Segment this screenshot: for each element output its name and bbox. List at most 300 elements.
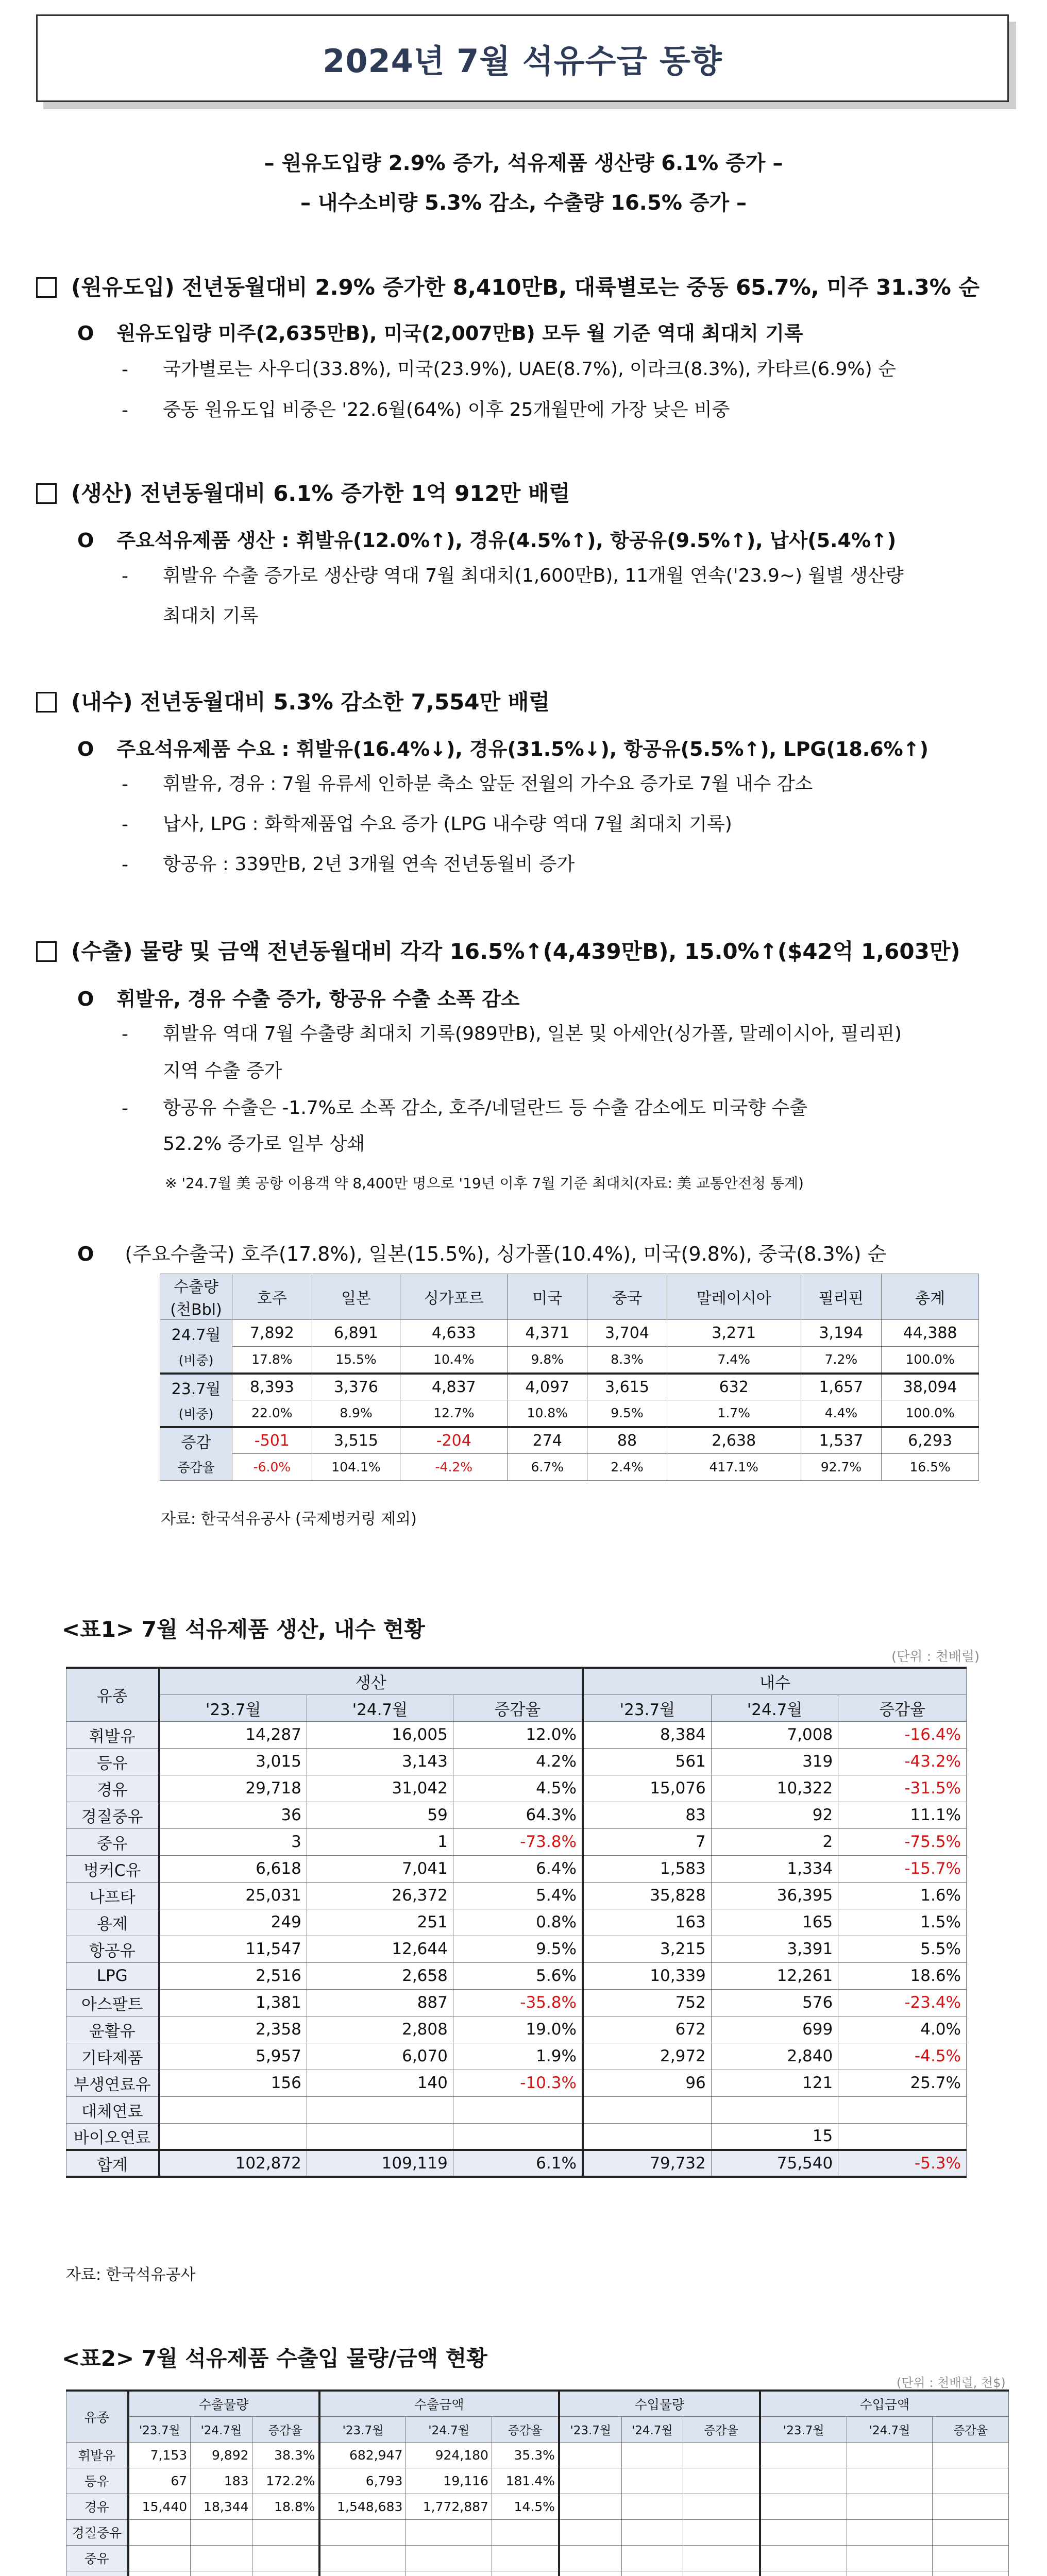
- table-cell: 3,376: [312, 1374, 400, 1400]
- import-sub-text: 원유도입량 미주(2,635만B), 미국(2,007만B) 모두 월 기준 역대 최대치 기록: [116, 322, 803, 345]
- column-header: 호주: [232, 1274, 312, 1320]
- dash-bullet: -: [122, 400, 128, 421]
- column-header: 증감율: [492, 2416, 559, 2442]
- table-cell: [159, 2123, 307, 2150]
- table-cell: [252, 2545, 319, 2571]
- production-item-1: 휘발유 수출 증가로 생산량 역대 7월 최대치(1,600만B), 11개월 연속('23.9~) 월별 생산량: [163, 565, 904, 586]
- row-label: 부생연료유: [66, 2070, 159, 2096]
- row-label: 나프타: [66, 1882, 159, 1909]
- row-label: 바이오연료: [66, 2123, 159, 2150]
- table-cell: 11.1%: [838, 1802, 967, 1828]
- table-cell: 88: [587, 1427, 667, 1454]
- table-cell: 8,393: [232, 1374, 312, 1400]
- table-cell: [711, 2096, 838, 2123]
- row-label: 경질중유: [66, 1802, 159, 1828]
- row-label: 용제: [66, 1909, 159, 1936]
- column-header: 미국: [508, 1274, 587, 1320]
- row-label: 등유: [66, 1748, 159, 1775]
- table-cell: 7: [583, 1828, 711, 1855]
- table-cell: [559, 2545, 621, 2571]
- table-cell: 92: [711, 1802, 838, 1828]
- table-cell: 3,515: [312, 1427, 400, 1454]
- production-item-2: 최대치 기록: [163, 605, 259, 626]
- row-label: 아스팔트: [66, 1989, 159, 2016]
- dash-bullet: -: [122, 814, 128, 835]
- table-cell: 26,372: [307, 1882, 453, 1909]
- column-header: '23.7월: [559, 2416, 621, 2442]
- column-header: 수출금액: [319, 2391, 559, 2416]
- export-item-2: 지역 수출 증가: [163, 1060, 282, 1081]
- table-cell: 11,547: [159, 1936, 307, 1962]
- table-cell: [621, 2519, 683, 2545]
- section-import-head: (원유도입) 전년동월대비 2.9% 증가한 8,410만B, 대륙별로는 중동 65.7%, 미주 31.3% 순: [71, 275, 980, 300]
- table-cell: -10.3%: [453, 2070, 583, 2096]
- circle-bullet-icon: O: [77, 988, 94, 1010]
- table-cell: 5.4%: [453, 1882, 583, 1909]
- table-cell: [128, 2519, 191, 2545]
- table-cell: 3,704: [587, 1320, 667, 1347]
- table-cell: 172.2%: [252, 2468, 319, 2494]
- table-cell: 64.3%: [453, 1802, 583, 1828]
- table-row: [66, 1989, 967, 2016]
- export-sub2: [77, 1238, 886, 1266]
- section-export-head: (수출) 물량 및 금액 전년동월대비 각각 16.5%↑(4,439만B), 15.0%↑($42억 1,603만): [71, 939, 960, 964]
- table-cell: 1,537: [801, 1427, 882, 1454]
- table-cell: 12,261: [711, 1962, 838, 1989]
- table-cell: 7,892: [232, 1320, 312, 1347]
- row-label: (비중): [160, 1347, 232, 1374]
- table-cell: 1,381: [159, 1989, 307, 2016]
- table-row: [66, 2468, 1009, 2494]
- table-cell: 67: [128, 2468, 191, 2494]
- export-item-3: 항공유 수출은 -1.7%로 소폭 감소, 호주/네덜란드 등 수출 감소에도 미국향 수출: [163, 1097, 807, 1118]
- table-cell: 632: [667, 1374, 801, 1400]
- domestic-item-3: 항공유 : 339만B, 2년 3개월 연속 전년동월비 증가: [163, 854, 575, 875]
- table-cell: 8.9%: [312, 1400, 400, 1427]
- row-label: LPG: [66, 1962, 159, 1989]
- table-row: [66, 1721, 967, 1748]
- table-cell: -35.8%: [453, 1989, 583, 2016]
- table-cell: 4,097: [508, 1374, 587, 1400]
- table-cell: -23.4%: [838, 1989, 967, 2016]
- column-header: 중국: [587, 1274, 667, 1320]
- table-cell: -16.4%: [838, 1721, 967, 1748]
- table-header-row: [66, 1694, 967, 1721]
- table-cell: 36: [159, 1802, 307, 1828]
- section-domestic-head: (내수) 전년동월대비 5.3% 감소한 7,554만 배럴: [71, 689, 550, 715]
- table-cell: 10.8%: [508, 1400, 587, 1427]
- table-row: [160, 1374, 979, 1400]
- table1-unit: (단위 : 천배럴): [891, 1649, 980, 1665]
- table1-caption: <표1> 7월 석유제품 생산, 내수 현황: [62, 1617, 425, 1642]
- table-cell: [683, 2571, 759, 2576]
- column-header: '24.7월: [621, 2416, 683, 2442]
- title-box: [36, 14, 1009, 102]
- table-cell: 29,718: [159, 1775, 307, 1802]
- column-header: '23.7월: [760, 2416, 847, 2442]
- section-domestic: [36, 685, 550, 716]
- table-cell: [492, 2545, 559, 2571]
- table-cell: 3: [159, 1828, 307, 1855]
- column-header: 수입금액: [760, 2391, 1009, 2416]
- column-header: '24.7월: [191, 2416, 252, 2442]
- checkbox-icon: [36, 941, 57, 962]
- dash-bullet: -: [122, 1098, 128, 1119]
- table-cell: [838, 2123, 967, 2150]
- dash-bullet: -: [122, 774, 128, 795]
- table-cell: 17.8%: [232, 1347, 312, 1374]
- table-cell: [683, 2545, 759, 2571]
- table-cell: [621, 2442, 683, 2468]
- table-cell: [933, 2442, 1009, 2468]
- table-cell: [453, 2123, 583, 2150]
- table-cell: 6,618: [159, 1855, 307, 1882]
- table-cell: [252, 2571, 319, 2576]
- row-label: 벙커C유: [66, 1855, 159, 1882]
- row-label: 증감율: [160, 1454, 232, 1481]
- row-label: 23.7월: [160, 1374, 232, 1400]
- row-label: 합계: [66, 2150, 159, 2177]
- table-header-row: [66, 2391, 1009, 2416]
- table-cell: 1.5%: [838, 1909, 967, 1936]
- table-cell: 15.5%: [312, 1347, 400, 1374]
- table-cell: 96: [583, 2070, 711, 2096]
- table-cell: 4.4%: [801, 1400, 882, 1427]
- table-cell: 156: [159, 2070, 307, 2096]
- table-cell: [847, 2545, 933, 2571]
- table-cell: -501: [232, 1427, 312, 1454]
- column-header: '24.7월: [847, 2416, 933, 2442]
- table-cell: [933, 2519, 1009, 2545]
- table-row: [160, 1454, 979, 1481]
- table-cell: 3,015: [159, 1748, 307, 1775]
- table-cell: 251: [307, 1909, 453, 1936]
- table-cell: 7,008: [711, 1721, 838, 1748]
- table-cell: 699: [711, 2016, 838, 2043]
- table-cell: 1.7%: [667, 1400, 801, 1427]
- table-cell: 3,391: [711, 1936, 838, 1962]
- table-cell: 4.2%: [453, 1748, 583, 1775]
- table-cell: 3,615: [587, 1374, 667, 1400]
- table-cell: [559, 2519, 621, 2545]
- table-cell: 3,215: [583, 1936, 711, 1962]
- table-cell: 4,837: [400, 1374, 508, 1400]
- table-row: [66, 1909, 967, 1936]
- table-cell: 5,957: [159, 2043, 307, 2070]
- table-cell: 1: [307, 1828, 453, 1855]
- table-cell: 38.3%: [252, 2442, 319, 2468]
- table-cell: [559, 2494, 621, 2519]
- table-cell: 1.6%: [838, 1882, 967, 1909]
- table-cell: -75.5%: [838, 1828, 967, 1855]
- table-cell: [492, 2571, 559, 2576]
- table-row: [160, 1427, 979, 1454]
- table-cell: [683, 2519, 759, 2545]
- table-cell: 249: [159, 1909, 307, 1936]
- table-cell: 2,972: [583, 2043, 711, 2070]
- production-domestic-table: [66, 1667, 967, 2178]
- table-cell: 121: [711, 2070, 838, 2096]
- section-production: [36, 477, 570, 507]
- table-cell: 3,143: [307, 1748, 453, 1775]
- table-cell: 752: [583, 1989, 711, 2016]
- table-row: [66, 1802, 967, 1828]
- table-row: [160, 1347, 979, 1374]
- table-cell: 104.1%: [312, 1454, 400, 1481]
- domestic-sub-text: 주요석유제품 수요 : 휘발유(16.4%↓), 경유(31.5%↓), 항공유(5.5%↑), LPG(18.6%↑): [116, 738, 928, 760]
- table-cell: 44,388: [882, 1320, 979, 1347]
- table-cell: -204: [400, 1427, 508, 1454]
- table-cell: 8.3%: [587, 1347, 667, 1374]
- table-cell: [559, 2468, 621, 2494]
- table-cell: 2,658: [307, 1962, 453, 1989]
- table-cell: 109,119: [307, 2150, 453, 2177]
- column-header: 생산: [159, 1668, 583, 1694]
- table-cell: 14.5%: [492, 2494, 559, 2519]
- table-row: [66, 1962, 967, 1989]
- table-cell: [847, 2468, 933, 2494]
- table-cell: [559, 2571, 621, 2576]
- table-row: [160, 1400, 979, 1427]
- table-cell: [847, 2571, 933, 2576]
- row-label: 휘발유: [66, 2442, 128, 2468]
- checkbox-icon: [36, 483, 57, 504]
- table-cell: -4.2%: [400, 1454, 508, 1481]
- column-header: '23.7월: [128, 2416, 191, 2442]
- table-cell: 102,872: [159, 2150, 307, 2177]
- column-header: '23.7월: [319, 2416, 406, 2442]
- table-row: [66, 1855, 967, 1882]
- table-cell: 672: [583, 2016, 711, 2043]
- row-label: 경질중유: [66, 2519, 128, 2545]
- table-cell: [307, 2123, 453, 2150]
- export-import-table: [66, 2389, 1009, 2576]
- column-header: '24.7월: [711, 1694, 838, 1721]
- table-cell: [621, 2545, 683, 2571]
- table-cell: 79,732: [583, 2150, 711, 2177]
- table-cell: 140: [307, 2070, 453, 2096]
- table-cell: [319, 2545, 406, 2571]
- checkbox-icon: [36, 277, 57, 298]
- column-header: 내수: [583, 1668, 967, 1694]
- table1-source: 자료: 한국석유공사: [66, 2266, 196, 2284]
- table-cell: 4.5%: [453, 1775, 583, 1802]
- import-item-2: 중동 원유도입 비중은 '22.6월(64%) 이후 25개월만에 가장 낮은 비중: [163, 399, 730, 420]
- export-note: ※ '24.7월 美 공항 이용객 약 8,400만 명으로 '19년 이후 7월 기준 최대치(자료: 美 교통안전청 통계): [165, 1175, 804, 1192]
- row-label: 증감: [160, 1427, 232, 1454]
- column-header: '24.7월: [406, 2416, 492, 2442]
- circle-bullet-icon: O: [77, 529, 94, 552]
- column-header: 증감율: [933, 2416, 1009, 2442]
- table-row: [66, 2016, 967, 2043]
- table-cell: 9.5%: [453, 1936, 583, 1962]
- row-label: 중유: [66, 2545, 128, 2571]
- row-label: 기타제품: [66, 2043, 159, 2070]
- export-item-4: 52.2% 증가로 일부 상쇄: [163, 1133, 365, 1155]
- table-cell: 5.6%: [453, 1962, 583, 1989]
- table-cell: 9.5%: [587, 1400, 667, 1427]
- table-row: [66, 1828, 967, 1855]
- table-cell: 35,828: [583, 1882, 711, 1909]
- column-header: 유종: [66, 2391, 128, 2442]
- import-sub: [77, 317, 803, 346]
- table-cell: [933, 2494, 1009, 2519]
- column-header: 말레이시아: [667, 1274, 801, 1320]
- table-cell: -43.2%: [838, 1748, 967, 1775]
- table-cell: 6.1%: [453, 2150, 583, 2177]
- column-header: 증감율: [838, 1694, 967, 1721]
- table-cell: 31,042: [307, 1775, 453, 1802]
- table-cell: [159, 2096, 307, 2123]
- dash-bullet: -: [122, 854, 128, 875]
- table-cell: 2,808: [307, 2016, 453, 2043]
- production-sub-text: 주요석유제품 생산 : 휘발유(12.0%↑), 경유(4.5%↑), 항공유(9.5%↑), 납사(5.4%↑): [116, 529, 897, 552]
- table-header-row: [66, 1668, 967, 1694]
- table-cell: 25,031: [159, 1882, 307, 1909]
- table-cell: 163: [583, 1909, 711, 1936]
- section-import: [36, 270, 980, 301]
- table-cell: 2: [711, 1828, 838, 1855]
- row-label: 24.7월: [160, 1320, 232, 1347]
- table-cell: [760, 2519, 847, 2545]
- table-cell: 22.0%: [232, 1400, 312, 1427]
- table-cell: 1,334: [711, 1855, 838, 1882]
- table-cell: 9.8%: [508, 1347, 587, 1374]
- domestic-item-1: 휘발유, 경유 : 7월 유류세 인하분 축소 앞둔 전월의 가수요 증가로 7월 내수 감소: [163, 773, 813, 794]
- table-cell: 1,657: [801, 1374, 882, 1400]
- table-cell: 6.4%: [453, 1855, 583, 1882]
- table-cell: 12,644: [307, 1936, 453, 1962]
- table-cell: 6,293: [882, 1427, 979, 1454]
- table-cell: 15: [711, 2123, 838, 2150]
- table-row: [66, 2519, 1009, 2545]
- table-cell: 8,384: [583, 1721, 711, 1748]
- export-sub-text: 휘발유, 경유 수출 증가, 항공유 수출 소폭 감소: [116, 988, 520, 1010]
- table-cell: [683, 2468, 759, 2494]
- subtitle-2: – 내수소비량 5.3% 감소, 수출량 16.5% 증가 –: [300, 191, 747, 215]
- table-cell: 6,891: [312, 1320, 400, 1347]
- circle-bullet-icon: O: [77, 1243, 94, 1265]
- table-cell: 561: [583, 1748, 711, 1775]
- table-cell: 75,540: [711, 2150, 838, 2177]
- table-cell: 19,116: [406, 2468, 492, 2494]
- export-destination-table: [160, 1274, 979, 1481]
- table-cell: 36,395: [711, 1882, 838, 1909]
- column-header: '24.7월: [307, 1694, 453, 1721]
- circle-bullet-icon: O: [77, 738, 94, 760]
- table-cell: [683, 2442, 759, 2468]
- table-cell: 1,583: [583, 1855, 711, 1882]
- row-label: 중유: [66, 1828, 159, 1855]
- table-cell: 4.0%: [838, 2016, 967, 2043]
- table-cell: 7.4%: [667, 1347, 801, 1374]
- table-row: [66, 1936, 967, 1962]
- table-cell: 10.4%: [400, 1347, 508, 1374]
- table-cell: [760, 2442, 847, 2468]
- table-cell: [760, 2545, 847, 2571]
- table-cell: 7,041: [307, 1855, 453, 1882]
- table-cell: 7,153: [128, 2442, 191, 2468]
- table-cell: 2,840: [711, 2043, 838, 2070]
- row-label: 대체연료: [66, 2096, 159, 2123]
- table-cell: 38,094: [882, 1374, 979, 1400]
- column-header: 증감율: [252, 2416, 319, 2442]
- domestic-item-2: 납사, LPG : 화학제품업 수요 증가 (LPG 내수량 역대 7월 최대치 기록): [163, 814, 732, 835]
- table-cell: 10,322: [711, 1775, 838, 1802]
- table-header-row: [66, 2416, 1009, 2442]
- table-row: [66, 1748, 967, 1775]
- table-cell: [838, 2096, 967, 2123]
- dash-bullet: -: [122, 359, 128, 380]
- table-cell: 165: [711, 1909, 838, 1936]
- column-header: 필리핀: [801, 1274, 882, 1320]
- row-label: 등유: [66, 2468, 128, 2494]
- table-cell: 16.5%: [882, 1454, 979, 1481]
- table-row: [66, 2123, 967, 2150]
- import-item-1: 국가별로는 사우디(33.8%), 미국(23.9%), UAE(8.7%), 이라크(8.3%), 카타르(6.9%) 순: [163, 359, 896, 380]
- table-cell: [492, 2519, 559, 2545]
- row-label: 윤활유: [66, 2016, 159, 2043]
- column-header: 일본: [312, 1274, 400, 1320]
- table-cell: 7.2%: [801, 1347, 882, 1374]
- table-cell: 92.7%: [801, 1454, 882, 1481]
- table-cell: 2,638: [667, 1427, 801, 1454]
- table-cell: 181.4%: [492, 2468, 559, 2494]
- table-row: [66, 1775, 967, 1802]
- row-label: 휘발유: [66, 1721, 159, 1748]
- table-row: [66, 2545, 1009, 2571]
- checkbox-icon: [36, 692, 57, 713]
- table-cell: 576: [711, 1989, 838, 2016]
- column-header: 싱가포르: [400, 1274, 508, 1320]
- table-row: [66, 2571, 1009, 2576]
- table-cell: 9,892: [191, 2442, 252, 2468]
- table-cell: [406, 2571, 492, 2576]
- column-header: 총계: [882, 1274, 979, 1320]
- table-cell: 5.5%: [838, 1936, 967, 1962]
- table-cell: [406, 2545, 492, 2571]
- table-cell: [621, 2468, 683, 2494]
- row-label: 항공유: [66, 1936, 159, 1962]
- section-export: [36, 935, 960, 965]
- table-row: [66, 1882, 967, 1909]
- table-cell: 16,005: [307, 1721, 453, 1748]
- table-cell: 417.1%: [667, 1454, 801, 1481]
- table-cell: 1,772,887: [406, 2494, 492, 2519]
- table-cell: [128, 2571, 191, 2576]
- table-cell: 682,947: [319, 2442, 406, 2468]
- table-cell: -15.7%: [838, 1855, 967, 1882]
- subtitle-1: – 원유도입량 2.9% 증가, 석유제품 생산량 6.1% 증가 –: [264, 151, 783, 175]
- table-cell: [453, 2096, 583, 2123]
- table-cell: [621, 2571, 683, 2576]
- table-cell: 100.0%: [882, 1400, 979, 1427]
- table-cell: [760, 2571, 847, 2576]
- table-cell: [760, 2468, 847, 2494]
- table-cell: 100.0%: [882, 1347, 979, 1374]
- table-cell: [406, 2519, 492, 2545]
- table-cell: -6.0%: [232, 1454, 312, 1481]
- table-cell: [683, 2494, 759, 2519]
- export-item-1: 휘발유 역대 7월 수출량 최대치 기록(989만B), 일본 및 아세안(싱가폴, 말레이시아, 필리핀): [163, 1023, 902, 1044]
- table-cell: 12.7%: [400, 1400, 508, 1427]
- table-cell: 6,793: [319, 2468, 406, 2494]
- column-header: '23.7월: [583, 1694, 711, 1721]
- dash-bullet: -: [122, 1024, 128, 1045]
- table-cell: 18.8%: [252, 2494, 319, 2519]
- table-cell: 2,358: [159, 2016, 307, 2043]
- table-cell: 2,516: [159, 1962, 307, 1989]
